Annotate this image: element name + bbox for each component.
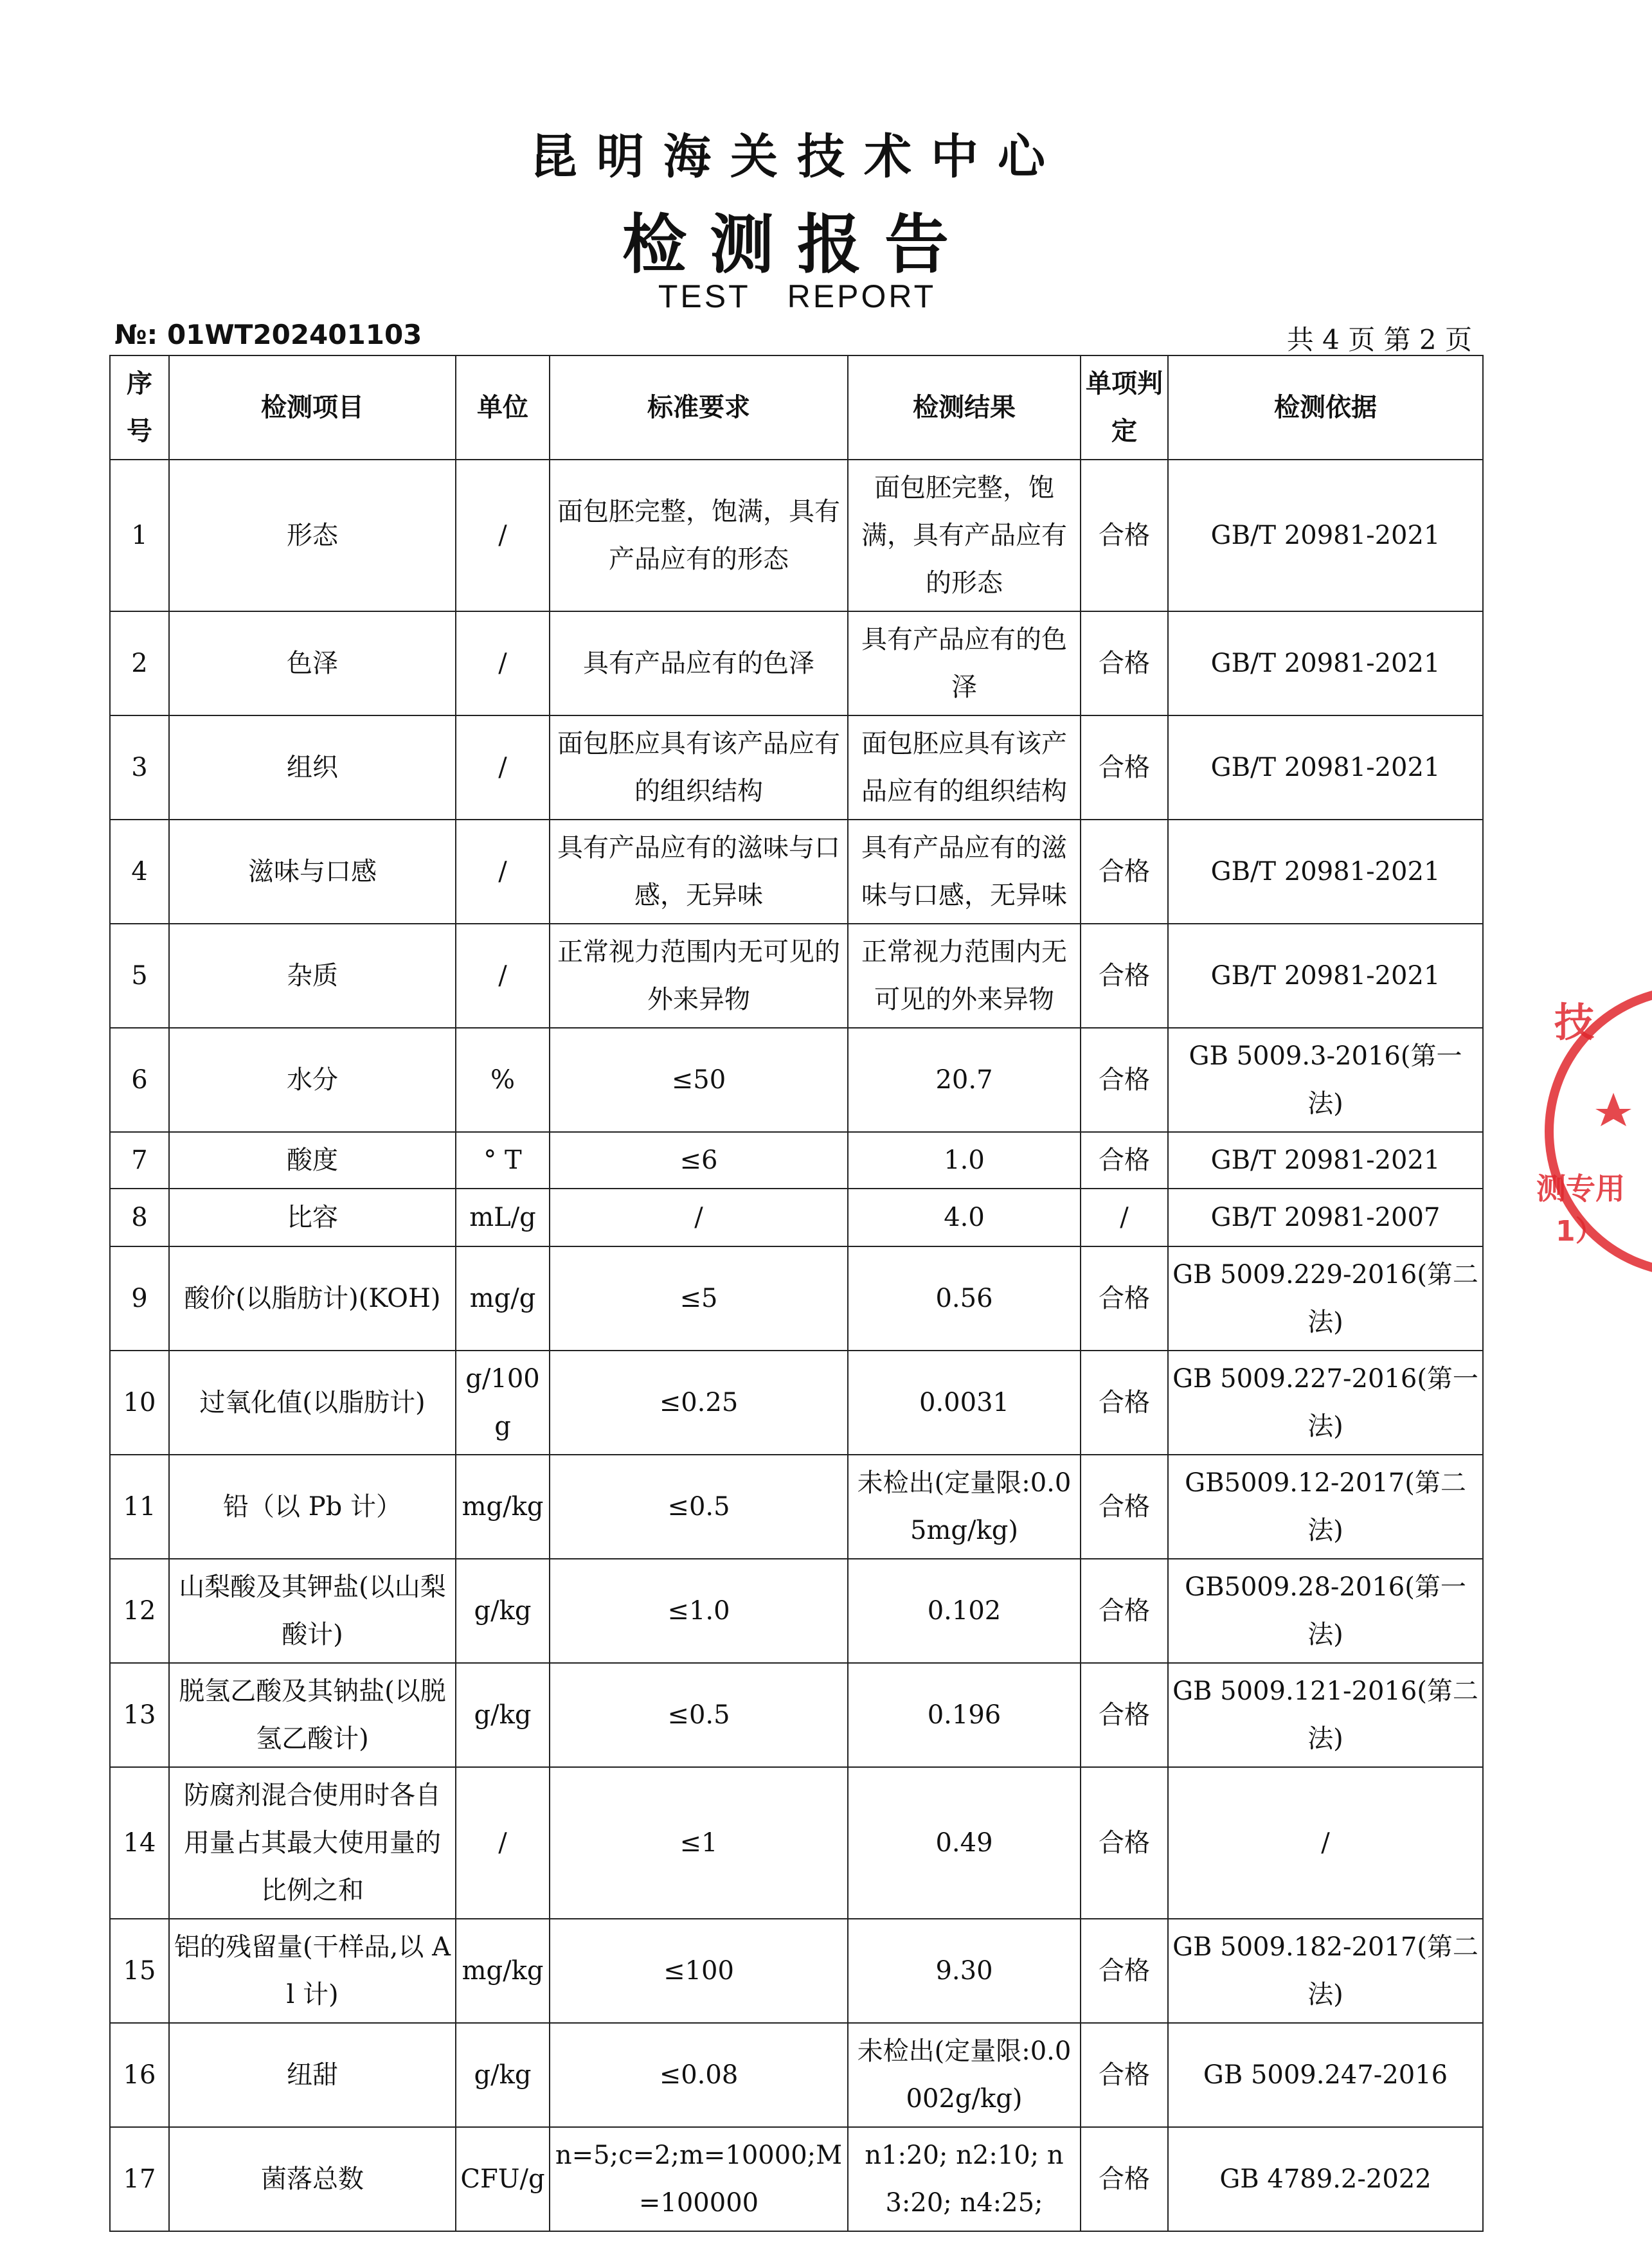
cell-item: 酸度 <box>169 1132 456 1189</box>
cell-basis: GB 5009.3-2016(第一法) <box>1168 1028 1483 1132</box>
cell-index: 3 <box>110 715 169 820</box>
cell-standard: 正常视力范围内无可见的外来异物 <box>550 924 848 1028</box>
cell-result: 具有产品应有的滋味与口感，无异味 <box>848 820 1081 924</box>
seal-text-top: 技 <box>1554 999 1595 1046</box>
report-number: №: 01WT202401103 <box>114 319 422 350</box>
cell-unit: mg/kg <box>456 1455 550 1559</box>
cell-basis: GB5009.28-2016(第一法) <box>1168 1559 1483 1663</box>
report-subtitle: TEST REPORT <box>658 278 937 314</box>
cell-standard: ≤100 <box>550 1919 848 2023</box>
cell-judgment: 合格 <box>1081 1455 1168 1559</box>
cell-basis: GB/T 20981-2021 <box>1168 1132 1483 1189</box>
cell-standard: ≤0.5 <box>550 1455 848 1559</box>
cell-result: 20.7 <box>848 1028 1081 1132</box>
cell-standard: ≤0.25 <box>550 1351 848 1455</box>
cell-item: 过氧化值(以脂肪计) <box>169 1351 456 1455</box>
cell-unit: % <box>456 1028 550 1132</box>
cell-judgment: 合格 <box>1081 1351 1168 1455</box>
table-row <box>110 2023 1483 2127</box>
cell-unit: mg/g <box>456 1246 550 1351</box>
cell-unit: g/100g <box>456 1351 550 1455</box>
cell-index: 12 <box>110 1559 169 1663</box>
cell-item: 比容 <box>169 1189 456 1246</box>
cell-item: 杂质 <box>169 924 456 1028</box>
cell-judgment: 合格 <box>1081 1767 1168 1919</box>
cell-standard: ≤1 <box>550 1767 848 1919</box>
cell-result: 正常视力范围内无可见的外来异物 <box>848 924 1081 1028</box>
cell-item: 形态 <box>169 460 456 611</box>
table-row <box>110 1189 1483 1246</box>
cell-result: 面包胚完整，饱满，具有产品应有的形态 <box>848 460 1081 611</box>
cell-result: 0.196 <box>848 1663 1081 1767</box>
organization-name: 昆明海关技术中心 <box>530 129 1064 184</box>
cell-result: n1:20; n2:10; n3:20; n4:25; <box>848 2127 1081 2231</box>
cell-judgment: 合格 <box>1081 611 1168 715</box>
table-row <box>110 715 1483 820</box>
cell-judgment: 合格 <box>1081 460 1168 611</box>
header-result: 检测结果 <box>848 355 1081 460</box>
seal-star-icon <box>1595 1093 1631 1126</box>
cell-standard: ≤0.08 <box>550 2023 848 2127</box>
cell-index: 11 <box>110 1455 169 1559</box>
seal-text-middle: 测专用 <box>1536 1171 1625 1206</box>
cell-unit: / <box>456 611 550 715</box>
cell-item: 山梨酸及其钾盐(以山梨酸计) <box>169 1559 456 1663</box>
cell-basis: GB/T 20981-2007 <box>1168 1189 1483 1246</box>
cell-basis: GB 5009.229-2016(第二法) <box>1168 1246 1483 1351</box>
cell-standard: ≤5 <box>550 1246 848 1351</box>
cell-standard: ≤50 <box>550 1028 848 1132</box>
cell-item: 铝的残留量(干样品,以 Al 计) <box>169 1919 456 2023</box>
cell-basis: GB 4789.2-2022 <box>1168 2127 1483 2231</box>
cell-judgment: 合格 <box>1081 820 1168 924</box>
cell-index: 6 <box>110 1028 169 1132</box>
cell-judgment: 合格 <box>1081 1919 1168 2023</box>
header-standard: 标准要求 <box>550 355 848 460</box>
cell-unit: mL/g <box>456 1189 550 1246</box>
table-row <box>110 2127 1483 2231</box>
cell-result: 具有产品应有的色泽 <box>848 611 1081 715</box>
cell-standard: 具有产品应有的滋味与口感，无异味 <box>550 820 848 924</box>
cell-item: 菌落总数 <box>169 2127 456 2231</box>
cell-index: 17 <box>110 2127 169 2231</box>
cell-basis: GB 5009.182-2017(第二法) <box>1168 1919 1483 2023</box>
cell-basis: GB 5009.121-2016(第二法) <box>1168 1663 1483 1767</box>
cell-item: 纽甜 <box>169 2023 456 2127</box>
header-index: 序号 <box>110 355 169 460</box>
cell-unit: ° T <box>456 1132 550 1189</box>
cell-standard: 面包胚应具有该产品应有的组织结构 <box>550 715 848 820</box>
cell-judgment: 合格 <box>1081 2127 1168 2231</box>
cell-index: 9 <box>110 1246 169 1351</box>
table-header-row <box>110 355 1483 460</box>
cell-result: 1.0 <box>848 1132 1081 1189</box>
cell-index: 4 <box>110 820 169 924</box>
header-judgment: 单项判定 <box>1081 355 1168 460</box>
table-row <box>110 1663 1483 1767</box>
cell-result: 0.56 <box>848 1246 1081 1351</box>
cell-judgment: 合格 <box>1081 1132 1168 1189</box>
cell-index: 13 <box>110 1663 169 1767</box>
table-row <box>110 611 1483 715</box>
cell-basis: GB5009.12-2017(第二法) <box>1168 1455 1483 1559</box>
cell-judgment: 合格 <box>1081 2023 1168 2127</box>
cell-item: 组织 <box>169 715 456 820</box>
cell-result: 0.0031 <box>848 1351 1081 1455</box>
cell-basis: / <box>1168 1767 1483 1919</box>
cell-result: 面包胚应具有该产品应有的组织结构 <box>848 715 1081 820</box>
cell-index: 16 <box>110 2023 169 2127</box>
cell-basis: GB/T 20981-2021 <box>1168 715 1483 820</box>
cell-unit: / <box>456 715 550 820</box>
cell-basis: GB 5009.247-2016 <box>1168 2023 1483 2127</box>
cell-standard: 具有产品应有的色泽 <box>550 611 848 715</box>
table-row <box>110 1919 1483 2023</box>
table-row <box>110 460 1483 611</box>
cell-item: 色泽 <box>169 611 456 715</box>
cell-item: 水分 <box>169 1028 456 1132</box>
cell-item: 铅（以 Pb 计） <box>169 1455 456 1559</box>
official-seal-stamp <box>1536 977 1652 1286</box>
cell-basis: GB/T 20981-2021 <box>1168 820 1483 924</box>
cell-judgment: / <box>1081 1189 1168 1246</box>
page-info: 共 4 页 第 2 页 <box>1286 324 1472 355</box>
cell-item: 滋味与口感 <box>169 820 456 924</box>
cell-unit: g/kg <box>456 1559 550 1663</box>
table-row <box>110 1132 1483 1189</box>
cell-standard: ≤1.0 <box>550 1559 848 1663</box>
table-row <box>110 924 1483 1028</box>
cell-basis: GB/T 20981-2021 <box>1168 924 1483 1028</box>
cell-unit: / <box>456 820 550 924</box>
cell-item: 防腐剂混合使用时各自用量占其最大使用量的比例之和 <box>169 1767 456 1919</box>
table-row <box>110 1559 1483 1663</box>
cell-index: 1 <box>110 460 169 611</box>
cell-basis: GB 5009.227-2016(第一法) <box>1168 1351 1483 1455</box>
cell-index: 2 <box>110 611 169 715</box>
table-row <box>110 1767 1483 1919</box>
cell-basis: GB/T 20981-2021 <box>1168 460 1483 611</box>
cell-unit: / <box>456 460 550 611</box>
cell-result: 0.102 <box>848 1559 1081 1663</box>
table-row <box>110 1455 1483 1559</box>
cell-result: 4.0 <box>848 1189 1081 1246</box>
cell-item: 脱氢乙酸及其钠盐(以脱氢乙酸计) <box>169 1663 456 1767</box>
cell-standard: ≤0.5 <box>550 1663 848 1767</box>
header-item: 检测项目 <box>169 355 456 460</box>
cell-judgment: 合格 <box>1081 1559 1168 1663</box>
cell-unit: g/kg <box>456 1663 550 1767</box>
cell-standard: / <box>550 1189 848 1246</box>
table-row <box>110 1351 1483 1455</box>
cell-index: 7 <box>110 1132 169 1189</box>
cell-standard: ≤6 <box>550 1132 848 1189</box>
table-row <box>110 1246 1483 1351</box>
cell-judgment: 合格 <box>1081 715 1168 820</box>
report-title: 检测报告 <box>622 206 972 282</box>
header-basis: 检测依据 <box>1168 355 1483 460</box>
cell-result: 9.30 <box>848 1919 1081 2023</box>
cell-judgment: 合格 <box>1081 924 1168 1028</box>
header-unit: 单位 <box>456 355 550 460</box>
cell-unit: g/kg <box>456 2023 550 2127</box>
cell-standard: 面包胚完整，饱满，具有产品应有的形态 <box>550 460 848 611</box>
cell-result: 未检出(定量限:0.05mg/kg) <box>848 1455 1081 1559</box>
cell-item: 酸价(以脂肪计)(KOH) <box>169 1246 456 1351</box>
cell-basis: GB/T 20981-2021 <box>1168 611 1483 715</box>
test-results-table <box>109 355 1484 2232</box>
table-row <box>110 820 1483 924</box>
table-row <box>110 1028 1483 1132</box>
cell-judgment: 合格 <box>1081 1028 1168 1132</box>
cell-index: 5 <box>110 924 169 1028</box>
cell-standard: n=5;c=2;m=10000;M=100000 <box>550 2127 848 2231</box>
cell-index: 10 <box>110 1351 169 1455</box>
seal-text-bottom: 1） <box>1556 1215 1604 1248</box>
cell-index: 8 <box>110 1189 169 1246</box>
cell-unit: mg/kg <box>456 1919 550 2023</box>
cell-result: 0.49 <box>848 1767 1081 1919</box>
cell-judgment: 合格 <box>1081 1663 1168 1767</box>
cell-unit: / <box>456 1767 550 1919</box>
cell-index: 14 <box>110 1767 169 1919</box>
cell-result: 未检出(定量限:0.0002g/kg) <box>848 2023 1081 2127</box>
cell-index: 15 <box>110 1919 169 2023</box>
cell-unit: / <box>456 924 550 1028</box>
cell-judgment: 合格 <box>1081 1246 1168 1351</box>
cell-unit: CFU/g <box>456 2127 550 2231</box>
